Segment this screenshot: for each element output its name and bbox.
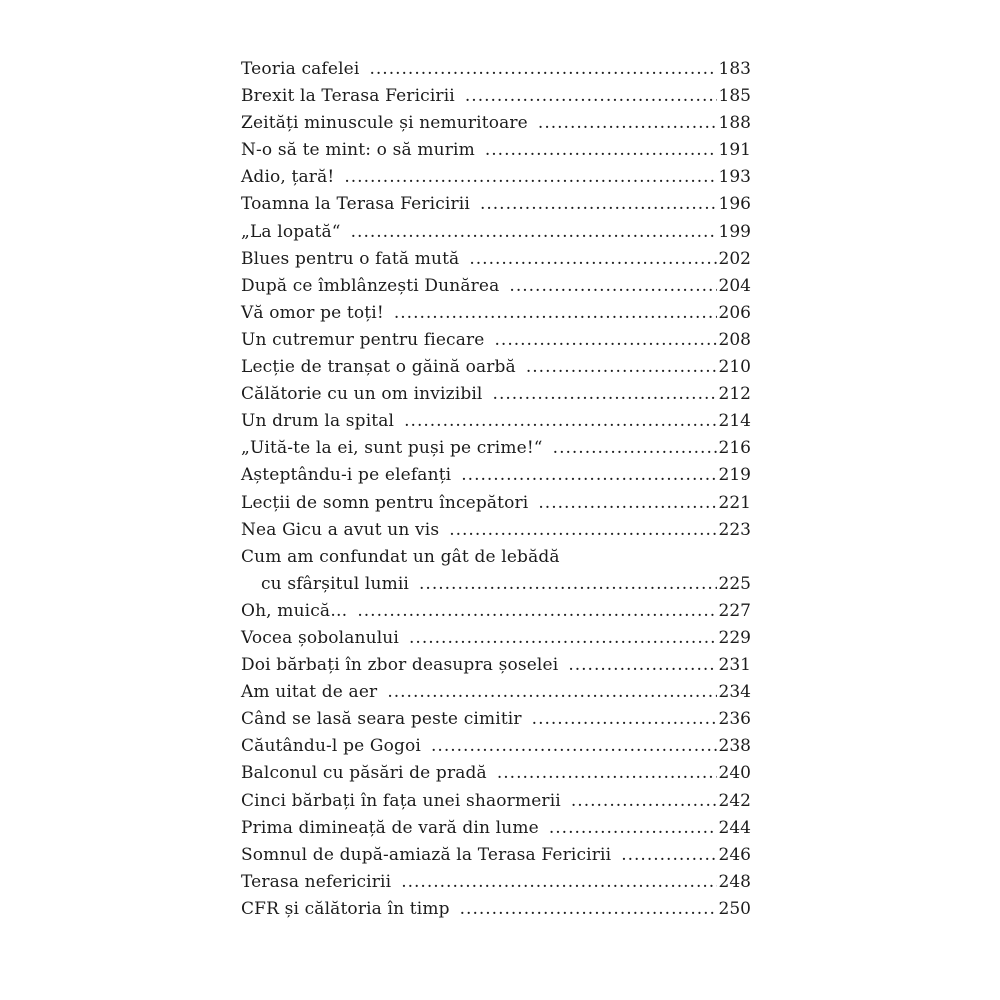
toc-dot-leader (449, 517, 716, 544)
toc-page-number: 214 (718, 411, 751, 432)
toc-dot-leader (465, 83, 717, 110)
toc-entry-title: CFR și călătoria în timp (241, 898, 450, 919)
toc-dot-leader (351, 219, 717, 246)
toc-entry (241, 490, 751, 517)
toc-entry-title: Călătorie cu un om invizibil (241, 384, 483, 405)
toc-entry-title: Cinci bărbați în fața unei shaormerii (241, 790, 561, 811)
toc-dot-leader (461, 462, 716, 489)
toc-dot-leader (538, 490, 716, 517)
toc-page-number: 196 (718, 194, 751, 215)
toc-entry (241, 191, 751, 218)
toc-entry (241, 110, 751, 137)
toc-entry (241, 760, 751, 787)
toc-entry (241, 869, 751, 896)
toc-entry-title: Așteptându-i pe elefanți (241, 465, 452, 486)
toc-page-number: 223 (718, 519, 751, 540)
toc-entry-title: Blues pentru o fată mută (241, 248, 460, 269)
toc-page-number: 206 (718, 302, 751, 323)
toc-entry-title: Am uitat de aer (241, 682, 378, 703)
toc-entry-title: Adio, țară! (241, 167, 335, 188)
toc-entry (241, 408, 751, 435)
toc-page-number: 250 (718, 898, 751, 919)
toc-dot-leader (409, 625, 717, 652)
toc-entry-title-continuation: cu sfârșitul lumii (261, 573, 410, 594)
toc-entry-title: Vă omor pe toți! (241, 302, 384, 323)
toc-page-number: 225 (718, 573, 751, 594)
toc-page-number: 234 (718, 682, 751, 703)
toc-entry (241, 544, 751, 598)
toc-entry-title: Un cutremur pentru fiecare (241, 329, 485, 350)
toc-entry (241, 462, 751, 489)
toc-dot-leader (553, 435, 717, 462)
toc-page-number: 216 (718, 438, 751, 459)
toc-entry (241, 706, 751, 733)
toc-dot-leader (401, 869, 716, 896)
toc-page-number: 236 (718, 709, 751, 730)
toc-page-number: 191 (718, 140, 751, 161)
toc-dot-leader (419, 571, 717, 598)
toc-entry (241, 273, 751, 300)
toc-entry (241, 517, 751, 544)
toc-dot-leader (480, 191, 717, 218)
toc-entry-title: Lecție de tranșat o găină oarbă (241, 357, 516, 378)
toc-dot-leader (493, 381, 717, 408)
toc-entry-title: Oh, muică… (241, 600, 348, 621)
toc-entry-title: Vocea șobolanului (241, 627, 399, 648)
toc-entry (241, 896, 751, 923)
toc-entry (241, 354, 751, 381)
toc-entry (241, 435, 751, 462)
toc-dot-leader (549, 815, 717, 842)
toc-page-number: 248 (718, 871, 751, 892)
toc-entry (241, 815, 751, 842)
toc-page-number: 183 (718, 59, 751, 79)
toc-entry (241, 246, 751, 273)
toc-page-number: 240 (718, 763, 751, 784)
toc-entry (241, 300, 751, 327)
toc-entry-title: Un drum la spital (241, 411, 395, 432)
toc-entry-title: Căutându-l pe Gogoi (241, 736, 421, 757)
toc-dot-leader (568, 652, 716, 679)
toc-dot-leader (404, 408, 716, 435)
toc-entry-title: Toamna la Terasa Fericirii (241, 194, 470, 215)
toc-entry (241, 598, 751, 625)
toc-dot-leader (387, 679, 716, 706)
toc-dot-leader (431, 733, 717, 760)
toc-entry (241, 56, 751, 83)
toc-dot-leader (497, 760, 717, 787)
toc-page-number: 188 (718, 113, 751, 134)
toc-page-number: 229 (718, 627, 751, 648)
toc-entry (241, 83, 751, 110)
toc-entry (241, 842, 751, 869)
toc-page-number: 221 (718, 492, 751, 513)
toc-entry (241, 219, 751, 246)
toc-dot-leader (344, 164, 716, 191)
toc-entry (241, 381, 751, 408)
toc-entry-title: Lecții de somn pentru începători (241, 492, 529, 513)
toc-page-number: 244 (718, 817, 751, 838)
toc-entry-title: Doi bărbați în zbor deasupra șoselei (241, 655, 559, 676)
toc-entry-title: Teoria cafelei (241, 59, 360, 79)
table-of-contents (241, 56, 751, 923)
toc-entry-title: Nea Gicu a avut un vis (241, 519, 440, 540)
toc-entry-title: „Uită-te la ei, sunt puși pe crime!“ (241, 438, 543, 459)
toc-entry (241, 788, 751, 815)
toc-entry-title: Cum am confundat un gât de lebădă (241, 546, 560, 567)
toc-page-number: 231 (718, 655, 751, 676)
toc-page-number: 246 (718, 844, 751, 865)
toc-entry (241, 137, 751, 164)
toc-dot-leader (621, 842, 716, 869)
toc-page-number: 199 (718, 221, 751, 242)
toc-entry-title: Brexit la Terasa Fericirii (241, 86, 455, 107)
toc-dot-leader (495, 327, 717, 354)
toc-page-number: 208 (718, 329, 751, 350)
toc-dot-leader (526, 354, 717, 381)
toc-entry-title: Când se lasă seara peste cimitir (241, 709, 522, 730)
toc-dot-leader (357, 598, 716, 625)
toc-entry-title: Balconul cu păsări de pradă (241, 763, 487, 784)
toc-page-number: 227 (718, 600, 751, 621)
toc-entry (241, 164, 751, 191)
toc-entry-continuation-row (241, 571, 751, 598)
toc-page-number: 185 (718, 86, 751, 107)
toc-entry (241, 625, 751, 652)
toc-entry-title: Terasa nefericirii (241, 871, 392, 892)
toc-dot-leader (538, 110, 717, 137)
toc-page-number: 212 (718, 384, 751, 405)
toc-entry-title: „La lopată“ (241, 221, 341, 242)
toc-page-number: 238 (718, 736, 751, 757)
toc-page-number: 210 (718, 357, 751, 378)
toc-page-number: 193 (718, 167, 751, 188)
toc-dot-leader (369, 56, 716, 83)
toc-entry-title: N-o să te mint: o să murim (241, 140, 475, 161)
toc-entry-title: Somnul de după-amiază la Terasa Fericirii (241, 844, 612, 865)
toc-page-number: 202 (718, 248, 751, 269)
toc-page-number: 242 (718, 790, 751, 811)
toc-dot-leader (509, 273, 716, 300)
toc-entry (241, 733, 751, 760)
toc-entry (241, 652, 751, 679)
toc-entry-title: Prima dimineață de vară din lume (241, 817, 539, 838)
toc-dot-leader (394, 300, 717, 327)
toc-entry-title: Zeități minuscule și nemuritoare (241, 113, 528, 134)
toc-entry-title: După ce îmblânzești Dunărea (241, 275, 500, 296)
toc-dot-leader (460, 896, 717, 923)
toc-dot-leader (469, 246, 716, 273)
toc-page-number: 219 (718, 465, 751, 486)
toc-dot-leader (485, 137, 717, 164)
toc-entry (241, 327, 751, 354)
toc-dot-leader (532, 706, 717, 733)
toc-entry (241, 679, 751, 706)
toc-dot-leader (571, 788, 717, 815)
toc-page-number: 204 (718, 275, 751, 296)
